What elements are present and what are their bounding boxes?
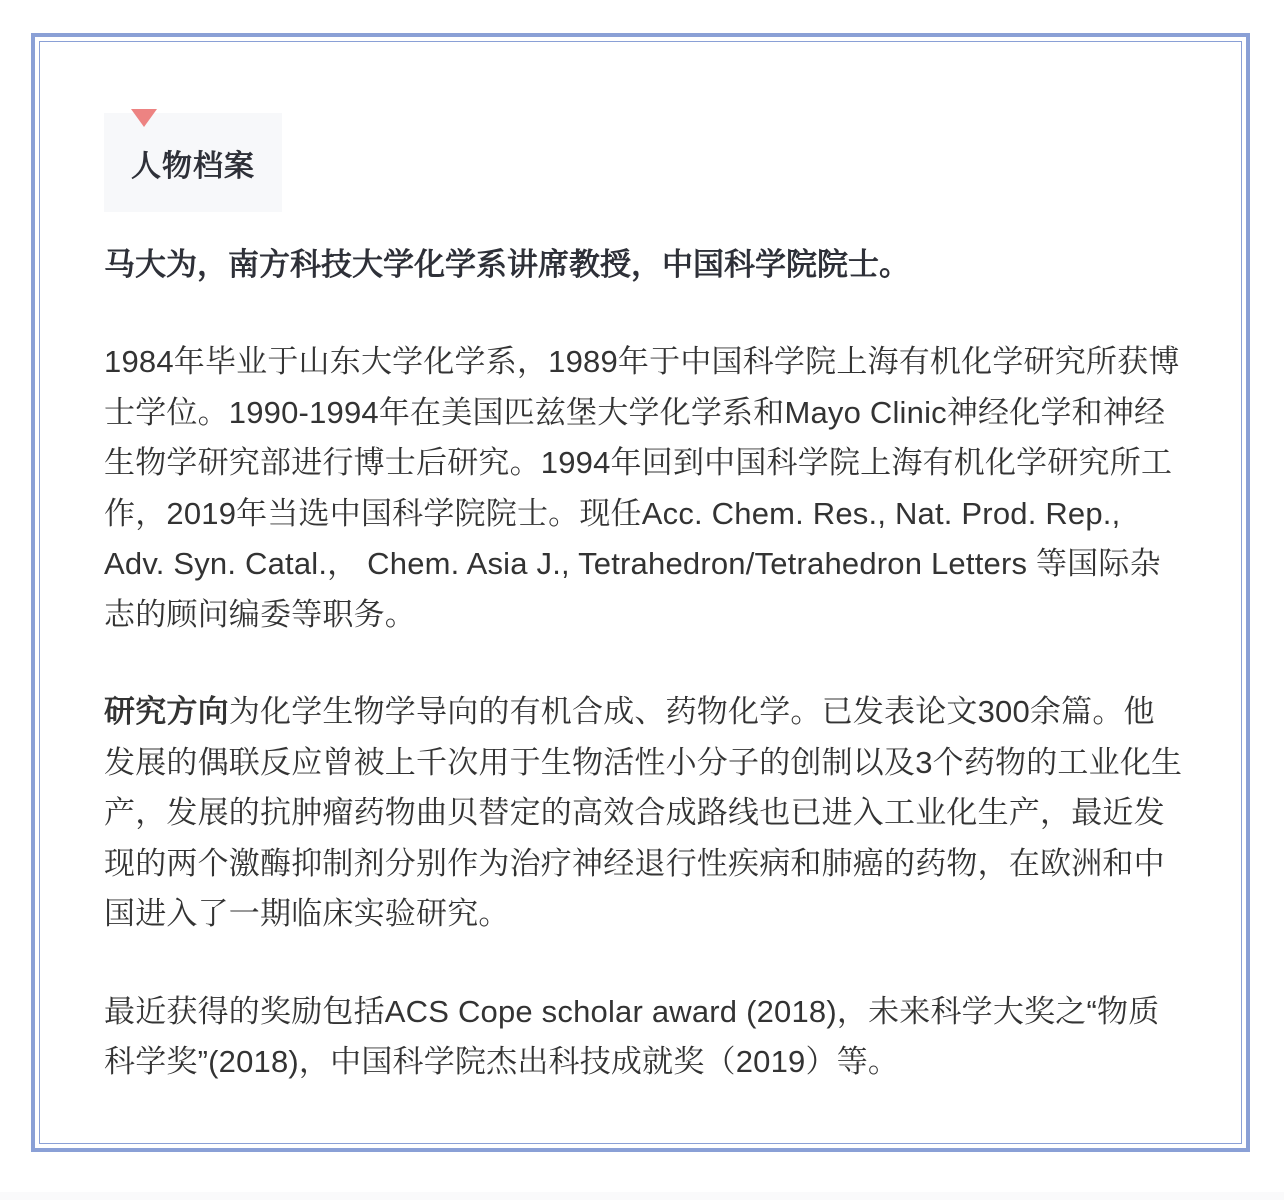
- profile-card-frame: [31, 33, 1250, 1152]
- profile-paragraph-awards: [104, 987, 1183, 1088]
- profile-card-content: [40, 42, 1241, 1143]
- section-badge: [104, 113, 282, 212]
- profile-headline: 马大为，南方科技大学化学系讲席教授，中国科学院院士。: [104, 247, 910, 282]
- profile-card-inner-border: [39, 41, 1242, 1144]
- paragraph-lead: 研究方向: [104, 694, 229, 729]
- paragraph-text: 最近获得的奖励包括ACS Cope scholar award (2018)，未来科学大奖之“物质科学奖”(2018)，中国科学院杰出科技成就奖（2019）等。: [104, 993, 1160, 1079]
- profile-paragraph-education: [104, 337, 1183, 640]
- triangle-pointer-icon: [131, 109, 157, 127]
- paragraph-text: 1984年毕业于山东大学化学系，1989年于中国科学院上海有机化学研究所获博士学位。1990-1994年在美国匹兹堡大学化学系和Mayo Clinic神经化学和神经生物学研究部进行博士后研究。1994年回到中国科学院上海有机化学研究所工作，2019年当选中国科学院院士。现任Acc. Chem. Res., Nat. Prod. Rep., Adv. Syn. Catal.， Chem. Asia J., Tetrahedron/Tetrahedron Letters 等国际杂志的顾问编委等职务。: [104, 344, 1180, 632]
- section-badge-label: 人物档案: [131, 149, 255, 183]
- paragraph-text: 为化学生物学导向的有机合成、药物化学。已发表论文300余篇。他发展的偶联反应曾被上千次用于生物活性小分子的创制以及3个药物的工业化生产，发展的抗肿瘤药物曲贝替定的高效合成路线也已进入工业化生产，最近发现的两个激酶抑制剂分别作为治疗神经退行性疾病和肺癌的药物，在欧洲和中国进入了一期临床实验研究。: [104, 694, 1183, 931]
- profile-paragraph-research: [104, 687, 1183, 940]
- next-section-strip: [0, 1192, 1284, 1200]
